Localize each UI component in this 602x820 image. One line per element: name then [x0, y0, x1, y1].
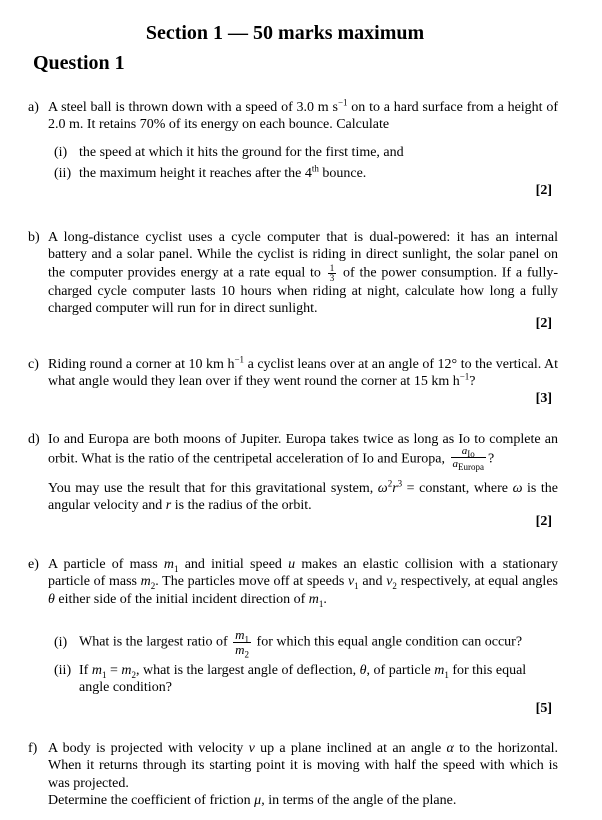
part-label: d) — [28, 432, 40, 447]
question-part-b — [28, 229, 558, 318]
part-d-text: Io and Europa are both moons of Jupiter. Europa takes twice as long as Io to complete an orbit. What is the ratio of the centripetal acceleration of Io and Europa, $\frac{a_{Io}}{a_{Europa}}$ ? — [48, 432, 558, 473]
part-a-subquestion-ii: (ii) the maximum height it reaches after the 4th bounce. — [54, 163, 367, 181]
section-title: Section 1 — 50 marks maximum — [145, 22, 425, 44]
acceleration-ratio-fraction: $\frac{a_{Io}}{a_{Europa}}$ — [452, 445, 485, 473]
part-label: e) — [28, 557, 39, 572]
part-label: a) — [28, 100, 39, 115]
marks-b: [2] — [535, 316, 552, 331]
part-c-text: Riding round a corner at 10 km $h^{-1}$ a cyclist leans over at an angle of 12° to the vertical. At what angle would they lean over if they went round the corner at 15 km $h^{-1}$? — [48, 354, 558, 390]
marks-a: [2] — [535, 183, 552, 198]
part-a-subquestion-i: (i) the speed at which it hits the ground for the first time, and — [54, 145, 404, 160]
part-e-text: A particle of mass $m_1$ and initial speed u makes an elastic collision with a stationary particle of mass $m_2$. The particles move off at speeds $v_1$ and $v_2$ respectively, at equal angles θ either side of the initial incident direction of $m_1$. — [48, 557, 558, 609]
question-part-e — [28, 556, 558, 608]
question-part-a — [28, 99, 558, 134]
marks-e: [5] — [535, 701, 552, 716]
part-b-text: A long-distance cyclist uses a cycle computer that is dual-powered: it has an internal battery and a solar panel. While the cyclist is riding in direct sunlight, the solar panel on the computer provides energy at a rate equal to $\frac{1}{3}$ of the power consumption. If a fully-charged cycle computer lasts 10 hours when riding at night, calculate how long a fully charged computer will run for in direct sunlight. — [48, 230, 558, 317]
question-title: Question 1 — [33, 52, 125, 74]
part-label: f) — [28, 741, 38, 756]
part-d-hint: You may use the result that for this gravitational system, $\omega^2r^3$ = constant, where ω is the angular velocity and r is the radius of the orbit. — [48, 478, 558, 514]
part-f-text: A body is projected with velocity v up a plane inclined at an angle α to the horizontal. When it returns through its starting point it is moving with half the speed with which is was projected. — [48, 741, 558, 791]
question-part-f — [28, 740, 558, 810]
marks-d: [2] — [535, 514, 552, 529]
question-part-d — [28, 431, 558, 473]
part-label: c) — [28, 357, 39, 372]
part-e-subquestion-ii: (ii) If $m_1 = m_2$, what is the largest angle of deflection, θ, of particle $m_1$ for this equal angle condition? — [54, 663, 527, 696]
part-f-instruction: Determine the coefficient of friction μ, in terms of the angle of the plane. — [48, 793, 457, 809]
part-label: b) — [28, 230, 40, 245]
part-e-subquestion-i: (i) What is the largest ratio of $\frac{m_1}{m_2}$ for which this equal angle condition can occur? — [54, 627, 523, 660]
mass-ratio-fraction: $\frac{m_1}{m_2}$ — [235, 627, 250, 660]
marks-c: [3] — [535, 391, 552, 406]
part-a-text: A steel ball is thrown down with a speed of 3.0 m $s^{-1}$ on to a hard surface from a height of 2.0 m. It retains 70% of its energy on each bounce. Calculate — [48, 97, 559, 133]
fraction-one-third: $\frac{1}{3}$ — [329, 262, 335, 283]
question-part-c — [28, 356, 558, 391]
